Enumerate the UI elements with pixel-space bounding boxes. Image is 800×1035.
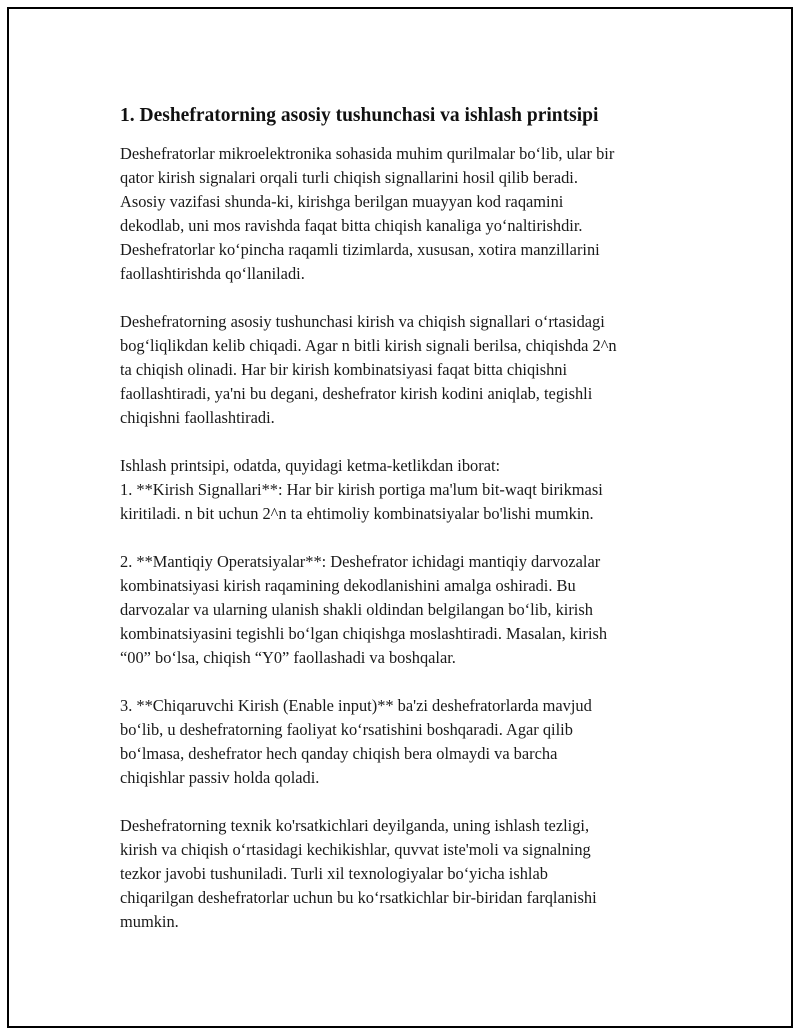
paragraph-intro xyxy=(120,142,690,286)
text-line: bog‘liqlikdan kelib chiqadi. Agar n bitli kirish signali berilsa, chiqishda 2^n xyxy=(120,336,617,355)
text-line: chiqishni faollashtiradi. xyxy=(120,408,275,427)
text-line: kombinatsiyasi kirish raqamining dekodlanishini amalga oshiradi. Bu xyxy=(120,576,576,595)
paragraph-step-3 xyxy=(120,694,690,790)
page-frame xyxy=(7,7,793,1028)
document-body xyxy=(120,103,690,958)
text-line: kombinatsiyasini tegishli bo‘lgan chiqishga moslashtiradi. Masalan, kirish xyxy=(120,624,608,643)
section-title: 1. Deshefratorning asosiy tushunchasi va ishlash printsipi xyxy=(120,105,599,126)
text-line: bo‘lmasa, deshefrator hech qanday chiqish bera olmaydi va barcha xyxy=(120,744,558,763)
paragraph-step-2 xyxy=(120,550,690,670)
text-line: bo‘lib, u deshefratorning faoliyat ko‘rsatishini boshqaradi. Agar qilib xyxy=(120,720,573,739)
text-line: Deshefratorlar mikroelektronika sohasida muhim qurilmalar bo‘lib, ular bir xyxy=(120,144,615,163)
paragraph-specs xyxy=(120,814,690,934)
text-line: kiritiladi. n bit uchun 2^n ta ehtimoliy kombinatsiyalar bo'lishi mumkin. xyxy=(120,504,594,523)
text-line: dekodlab, uni mos ravishda faqat bitta chiqish kanaliga yo‘naltirishdir. xyxy=(120,216,583,235)
text-line: ta chiqish olinadi. Har bir kirish kombinatsiyasi faqat bitta chiqishni xyxy=(120,360,568,379)
text-line: “00” bo‘lsa, chiqish “Y0” faollashadi va boshqalar. xyxy=(120,648,456,667)
text-line: 2. **Mantiqiy Operatsiyalar**: Deshefrator ichidagi mantiqiy darvozalar xyxy=(120,552,601,571)
text-line: tezkor javobi tushuniladi. Turli xil texnologiyalar bo‘yicha ishlab xyxy=(120,864,548,883)
text-line: mumkin. xyxy=(120,912,179,931)
text-line: faollashtiradi, ya'ni bu degani, deshefrator kirish kodini aniqlab, tegishli xyxy=(120,384,593,403)
paragraph-concept xyxy=(120,310,690,430)
text-line: 3. **Chiqaruvchi Kirish (Enable input)** ba'zi deshefratorlarda mavjud xyxy=(120,696,592,715)
paragraph-principle-step-1 xyxy=(120,454,690,526)
text-line: faollashtirishda qo‘llaniladi. xyxy=(120,264,305,283)
text-line: Deshefratorning texnik ko'rsatkichlari deyilganda, uning ishlash tezligi, xyxy=(120,816,590,835)
text-line: chiqarilgan deshefratorlar uchun bu ko‘rsatkichlar bir-biridan farqlanishi xyxy=(120,888,597,907)
text-line: Ishlash printsipi, odatda, quyidagi ketma-ketlikdan iborat: xyxy=(120,456,501,475)
text-line: chiqishlar passiv holda qoladi. xyxy=(120,768,320,787)
text-line: 1. **Kirish Signallari**: Har bir kirish portiga ma'lum bit-waqt birikmasi xyxy=(120,480,603,499)
text-line: Deshefratorning asosiy tushunchasi kirish va chiqish signallari o‘rtasidagi xyxy=(120,312,605,331)
text-line: kirish va chiqish o‘rtasidagi kechikishlar, quvvat iste'moli va signalning xyxy=(120,840,591,859)
text-line: Asosiy vazifasi shunda-ki, kirishga berilgan muayyan kod raqamini xyxy=(120,192,564,211)
text-line: darvozalar va ularning ulanish shakli oldindan belgilangan bo‘lib, kirish xyxy=(120,600,593,619)
text-line: Deshefratorlar ko‘pincha raqamli tizimlarda, xususan, xotira manzillarini xyxy=(120,240,600,259)
text-line: qator kirish signalari orqali turli chiqish signallarini hosil qilib beradi. xyxy=(120,168,578,187)
